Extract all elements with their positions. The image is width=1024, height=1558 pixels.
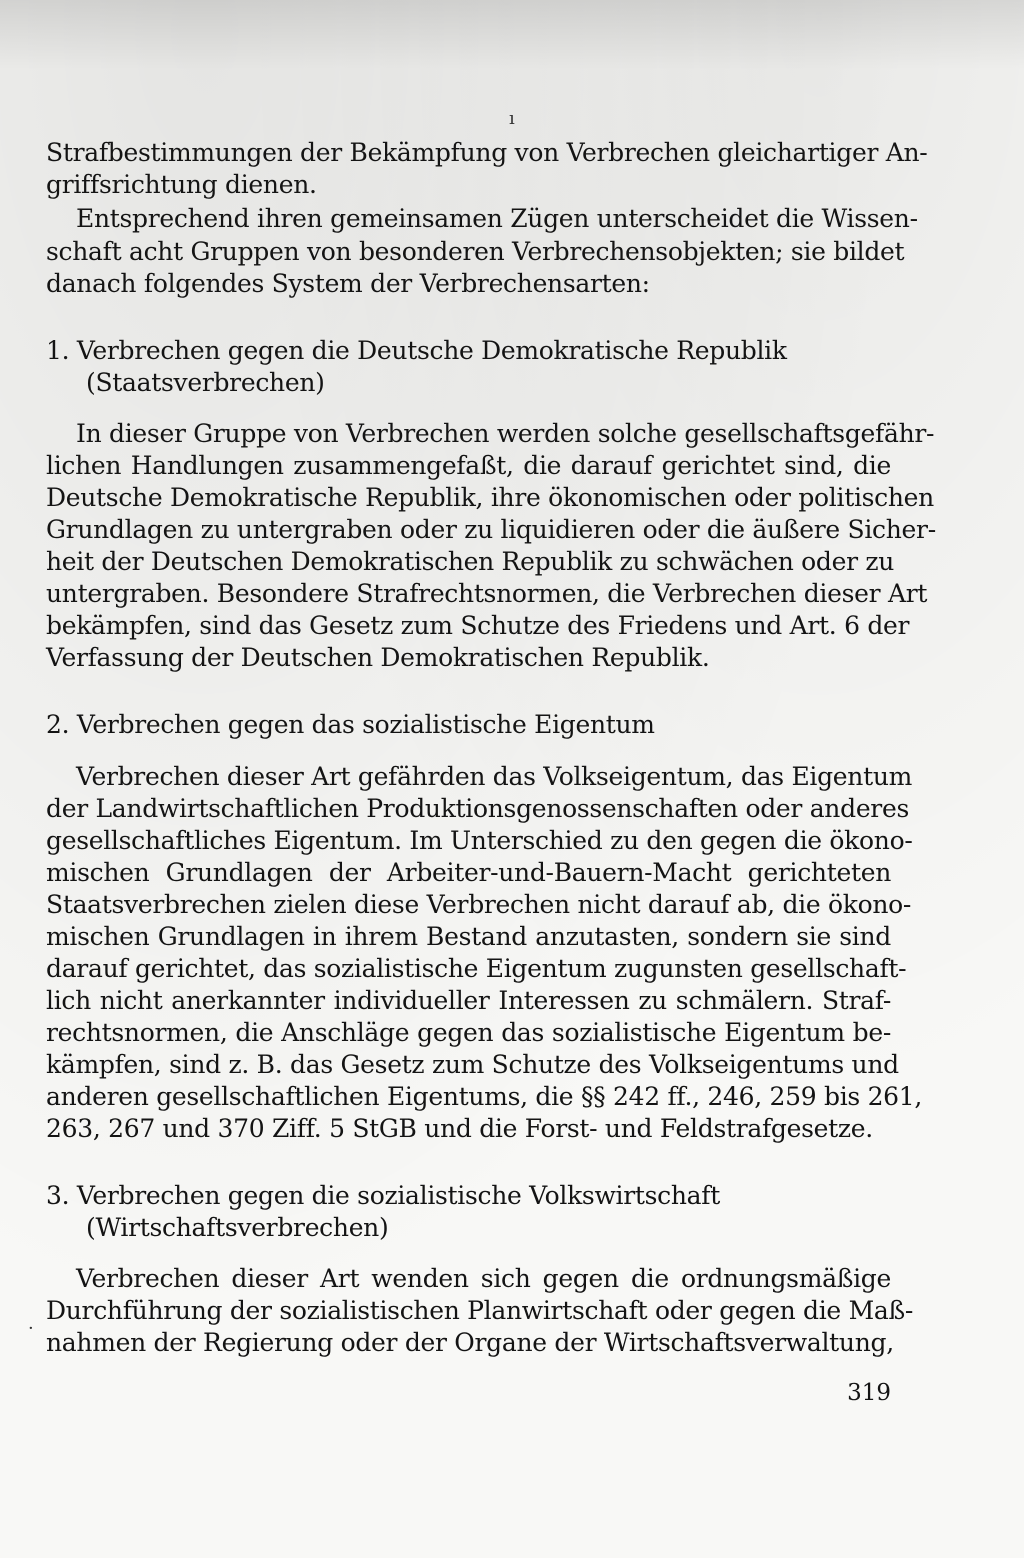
text-line: Entsprechend ihren gemeinsamen Zügen unterscheidet die Wissen- [76, 204, 918, 233]
text-line: Verfassung der Deutschen Demokratischen Republik. [46, 643, 710, 672]
text-line: Durchführung der sozialistischen Planwirtschaft oder gegen die Maß- [46, 1296, 914, 1325]
text-line: Verbrechen dieser Art wenden sich gegen die ordnungsmäßige [76, 1264, 891, 1293]
text-line: schaft acht Gruppen von besonderen Verbrechensobjekten; sie bildet [46, 237, 905, 266]
text-line: rechtsnormen, die Anschläge gegen das sozialistische Eigentum be- [46, 1018, 891, 1047]
text-line: mischen Grundlagen der Arbeiter-und-Bauern-Macht gerichteten [46, 858, 891, 887]
text-line: Staatsverbrechen zielen diese Verbrechen nicht darauf ab, die ökono- [46, 890, 912, 919]
text-line: Strafbestimmungen der Bekämpfung von Verbrechen gleichartiger An- [46, 138, 928, 167]
section-subheading: (Wirtschaftsverbrechen) [86, 1213, 389, 1242]
text-line: untergraben. Besondere Strafrechtsnormen, die Verbrechen dieser Art [46, 579, 928, 608]
section-heading: 1. Verbrechen gegen die Deutsche Demokratische Republik [46, 336, 787, 365]
text-line: lich nicht anerkannter individueller Interessen zu schmälern. Straf- [46, 986, 891, 1015]
text-line: bekämpfen, sind das Gesetz zum Schutze des Friedens und Art. 6 der [46, 611, 910, 640]
ink-speck: ı [509, 108, 515, 129]
text-line: 263, 267 und 370 Ziff. 5 StGB und die Forst- und Feldstrafgesetze. [46, 1114, 873, 1143]
text-line: lichen Handlungen zusammengefaßt, die darauf gerichtet sind, die [46, 451, 891, 480]
text-line: griffsrichtung dienen. [46, 170, 317, 199]
page-number: 319 [847, 1380, 891, 1406]
text-line: Grundlagen zu untergraben oder zu liquidieren oder die äußere Sicher- [46, 515, 936, 544]
text-line: der Landwirtschaftlichen Produktionsgenossenschaften oder anderes [46, 794, 909, 823]
text-line: anderen gesellschaftlichen Eigentums, die §§ 242 ff., 246, 259 bis 261, [46, 1082, 923, 1111]
text-line: nahmen der Regierung oder der Organe der Wirtschaftsverwaltung, [46, 1328, 894, 1357]
text-line: danach folgendes System der Verbrechensarten: [46, 269, 650, 298]
scan-shadow [0, 0, 1024, 70]
section-heading: 2. Verbrechen gegen das sozialistische Eigentum [46, 710, 655, 739]
section-subheading: (Staatsverbrechen) [86, 368, 325, 397]
text-line: Deutsche Demokratische Republik, ihre ökonomischen oder politischen [46, 483, 934, 512]
ink-speck: · [28, 1318, 34, 1339]
text-line: Verbrechen dieser Art gefährden das Volkseigentum, das Eigentum [76, 762, 913, 791]
text-line: heit der Deutschen Demokratischen Republik zu schwächen oder zu [46, 547, 895, 576]
text-line: kämpfen, sind z. B. das Gesetz zum Schutze des Volkseigentums und [46, 1050, 899, 1079]
section-heading: 3. Verbrechen gegen die sozialistische Volkswirtschaft [46, 1181, 720, 1210]
text-line: darauf gerichtet, das sozialistische Eigentum zugunsten gesellschaft- [46, 954, 907, 983]
text-line: gesellschaftliches Eigentum. Im Unterschied zu den gegen die ökono- [46, 826, 913, 855]
text-line: In dieser Gruppe von Verbrechen werden solche gesellschaftsgefähr- [76, 419, 935, 448]
text-line: mischen Grundlagen in ihrem Bestand anzutasten, sondern sie sind [46, 922, 891, 951]
